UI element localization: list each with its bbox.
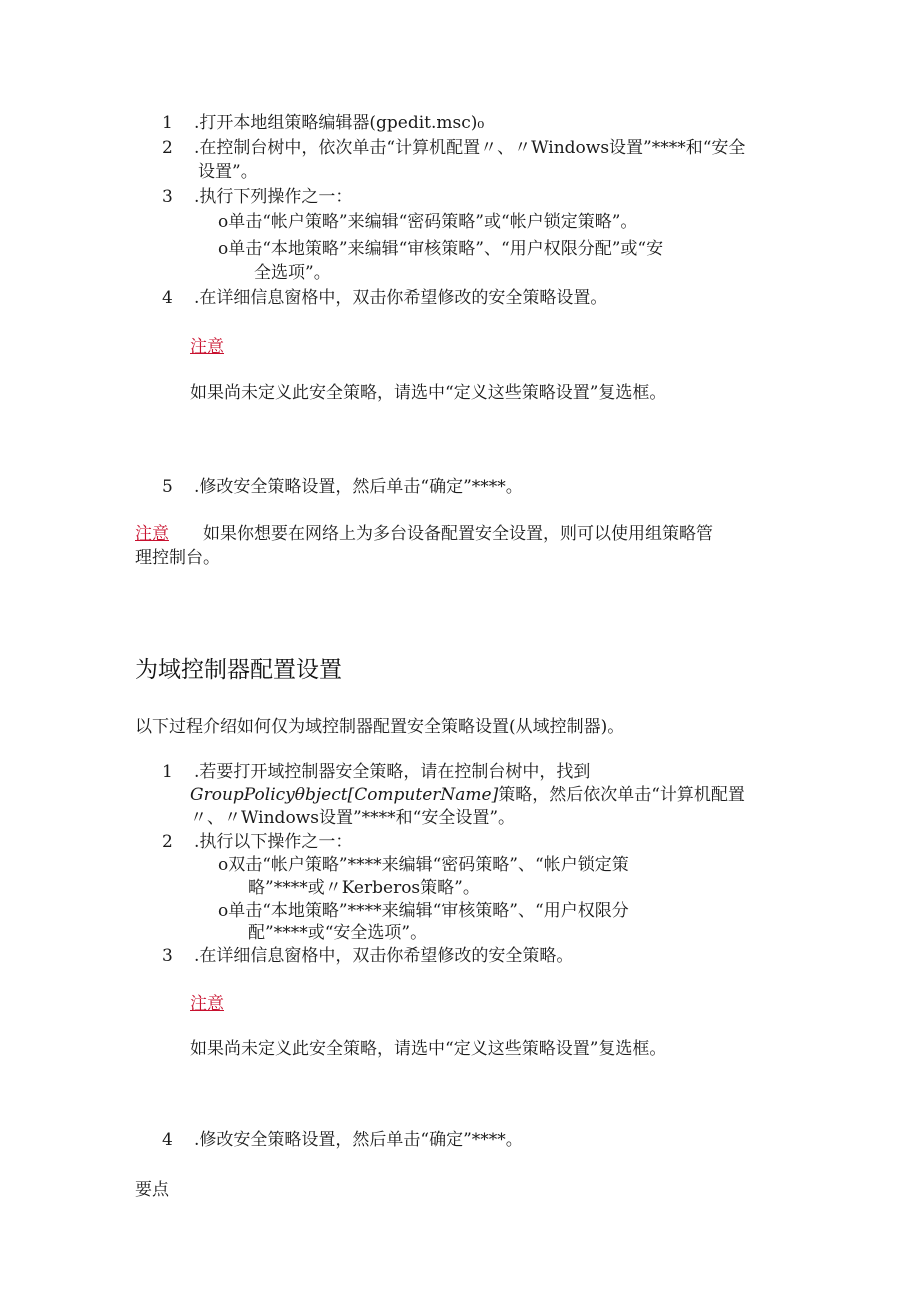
step-4: [162, 286, 607, 310]
step-5: [162, 475, 523, 499]
sub-option: o单击“帐户策略”来编辑“密码策略”或“帐户锁定策略”。: [218, 212, 638, 232]
general-note-cont: 理控制台。: [135, 548, 220, 568]
note-text: 如果尚未定义此安全策略，请选中“定义这些策略设置”复选框。: [190, 1039, 667, 1059]
note-text: 如果你想要在网络上为多台设备配置安全设置，则可以使用组策略管: [203, 524, 713, 544]
note-text: 如果尚未定义此安全策略，请选中“定义这些策略设置”复选框。: [190, 383, 667, 403]
step-1-cont: [190, 783, 745, 807]
step-2: [162, 136, 745, 160]
step-number: 3: [162, 187, 173, 207]
note-label: 注意: [135, 524, 169, 544]
step-2-cont: 设置”。: [198, 162, 258, 182]
step-text: .修改安全策略设置，然后单击“确定”****。: [194, 1130, 523, 1150]
step-text: .若要打开域控制器安全策略，请在控制台树中，找到: [194, 762, 591, 782]
sub-option: o单击“本地策略”****来编辑“审核策略”、“用户权限分: [218, 901, 629, 921]
section-heading: 为域控制器配置设置: [135, 657, 342, 683]
step-1: [162, 760, 590, 784]
step-text: .修改安全策略设置，然后单击“确定”****。: [194, 477, 523, 497]
sub-option: o单击“本地策略”来编辑“审核策略”、“用户权限分配”或“安: [218, 239, 664, 259]
step-3: [162, 944, 573, 968]
sub-option: o双击“帐户策略”****来编辑“密码策略”、“帐户锁定策: [218, 855, 629, 875]
step-2: [162, 830, 352, 854]
step-number: 4: [162, 288, 173, 308]
key-point-label: 要点: [135, 1180, 169, 1200]
step-4: [162, 1128, 523, 1152]
sub-option-cont: 略”****或〃Kerberos策略”。: [248, 878, 480, 898]
step-number: 4: [162, 1130, 173, 1150]
step-1: [162, 111, 484, 135]
step-number: 3: [162, 946, 173, 966]
step-text: .执行下列操作之一：: [194, 187, 353, 207]
gpo-name: GroupPolicyθbject[ComputerName]: [190, 785, 499, 805]
step-text: .执行以下操作之一：: [194, 832, 353, 852]
step-number: 5: [162, 477, 173, 497]
step-1-cont: 〃、〃Windows设置”****和“安全设置”。: [190, 808, 516, 828]
section-intro: 以下过程介绍如何仅为域控制器配置安全策略设置(从域控制器)。: [135, 717, 625, 737]
step-3: [162, 185, 352, 209]
step-text: .打开本地组策略编辑器(gpedit.msc)₀: [194, 113, 485, 133]
step-text: .在详细信息窗格中，双击你希望修改的安全策略设置。: [194, 288, 608, 308]
step-number: 2: [162, 138, 173, 158]
sub-option-cont: 全选项”。: [254, 263, 331, 283]
sub-option-cont: 配”****或“安全选项”。: [248, 923, 428, 943]
step-number: 2: [162, 832, 173, 852]
general-note: [135, 522, 713, 546]
step-text: 策略，然后依次单击“计算机配置: [498, 785, 745, 805]
step-number: 1: [162, 762, 173, 782]
note-label: 注意: [190, 994, 224, 1014]
note-label: 注意: [190, 337, 224, 357]
step-text: .在详细信息窗格中，双击你希望修改的安全策略。: [194, 946, 574, 966]
step-text: .在控制台树中，依次单击“计算机配置〃、〃Windows设置”****和“安全: [194, 138, 746, 158]
step-number: 1: [162, 113, 173, 133]
